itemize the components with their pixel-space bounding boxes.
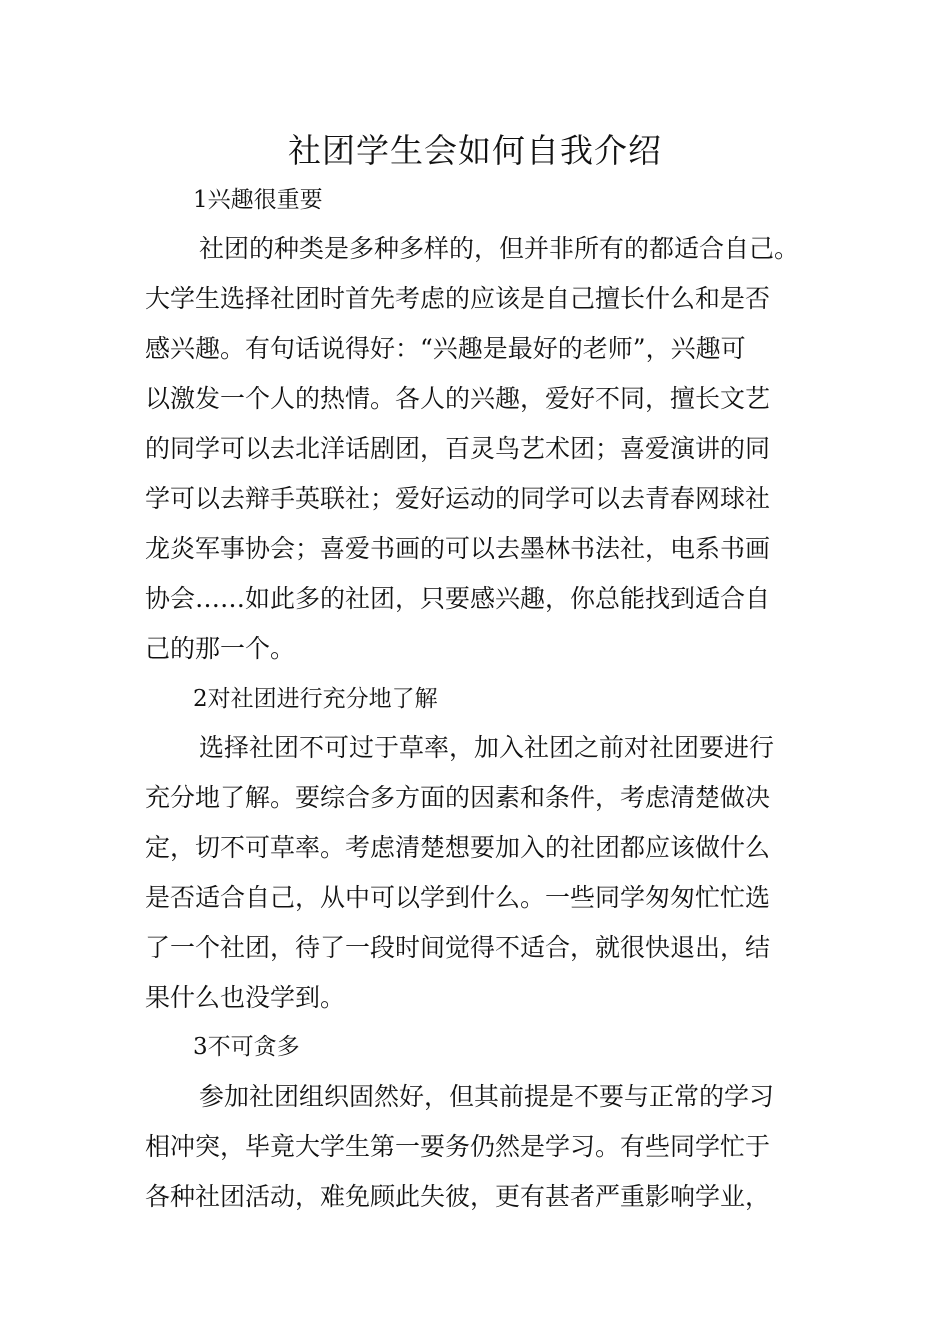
document-title: 社团学生会如何自我介绍 [288, 131, 662, 170]
section-heading-3: 3不可贪多 [193, 1034, 300, 1060]
paragraph-line: 学可以去辩手英联社；爱好运动的同学可以去青春网球社 [145, 484, 771, 513]
paragraph-line: 是否适合自己，从中可以学到什么。一些同学匆匆忙忙选 [145, 883, 771, 912]
paragraph-line: 社团的种类是多种多样的，但并非所有的都适合自己。 [199, 234, 800, 263]
section-heading-2: 2对社团进行充分地了解 [193, 686, 438, 712]
paragraph-line: 选择社团不可过于草率，加入社团之前对社团要进行 [199, 733, 775, 762]
paragraph-line: 各种社团活动，难免顾此失彼，更有甚者严重影响学业， [145, 1182, 771, 1211]
paragraph-line: 定，切不可草率。考虑清楚想要加入的社团都应该做什么 [145, 833, 771, 862]
paragraph-line: 了一个社团，待了一段时间觉得不适合，就很快退出，结 [145, 933, 771, 962]
section-heading-1: 1兴趣很重要 [193, 187, 323, 213]
paragraph-line: 充分地了解。要综合多方面的因素和条件，考虑清楚做决 [145, 783, 771, 812]
paragraph-line: 相冲突，毕竟大学生第一要务仍然是学习。有些同学忙于 [145, 1132, 771, 1161]
paragraph-line: 果什么也没学到。 [145, 983, 346, 1012]
paragraph-line: 龙炎军事协会；喜爱书画的可以去墨林书法社，电系书画 [145, 534, 771, 563]
paragraph-line: 以激发一个人的热情。各人的兴趣，爱好不同，擅长文艺 [145, 384, 771, 413]
paragraph-line: 大学生选择社团时首先考虑的应该是自己擅长什么和是否 [145, 284, 771, 313]
paragraph-line: 的同学可以去北洋话剧团，百灵鸟艺术团；喜爱演讲的同 [145, 434, 771, 463]
paragraph-line: 己的那一个。 [145, 634, 296, 663]
paragraph-line: 感兴趣。有句话说得好：“兴趣是最好的老师”，兴趣可 [145, 334, 746, 363]
paragraph-line: 参加社团组织固然好，但其前提是不要与正常的学习 [199, 1082, 775, 1111]
paragraph-line: 协会……如此多的社团，只要感兴趣，你总能找到适合自 [145, 584, 771, 613]
